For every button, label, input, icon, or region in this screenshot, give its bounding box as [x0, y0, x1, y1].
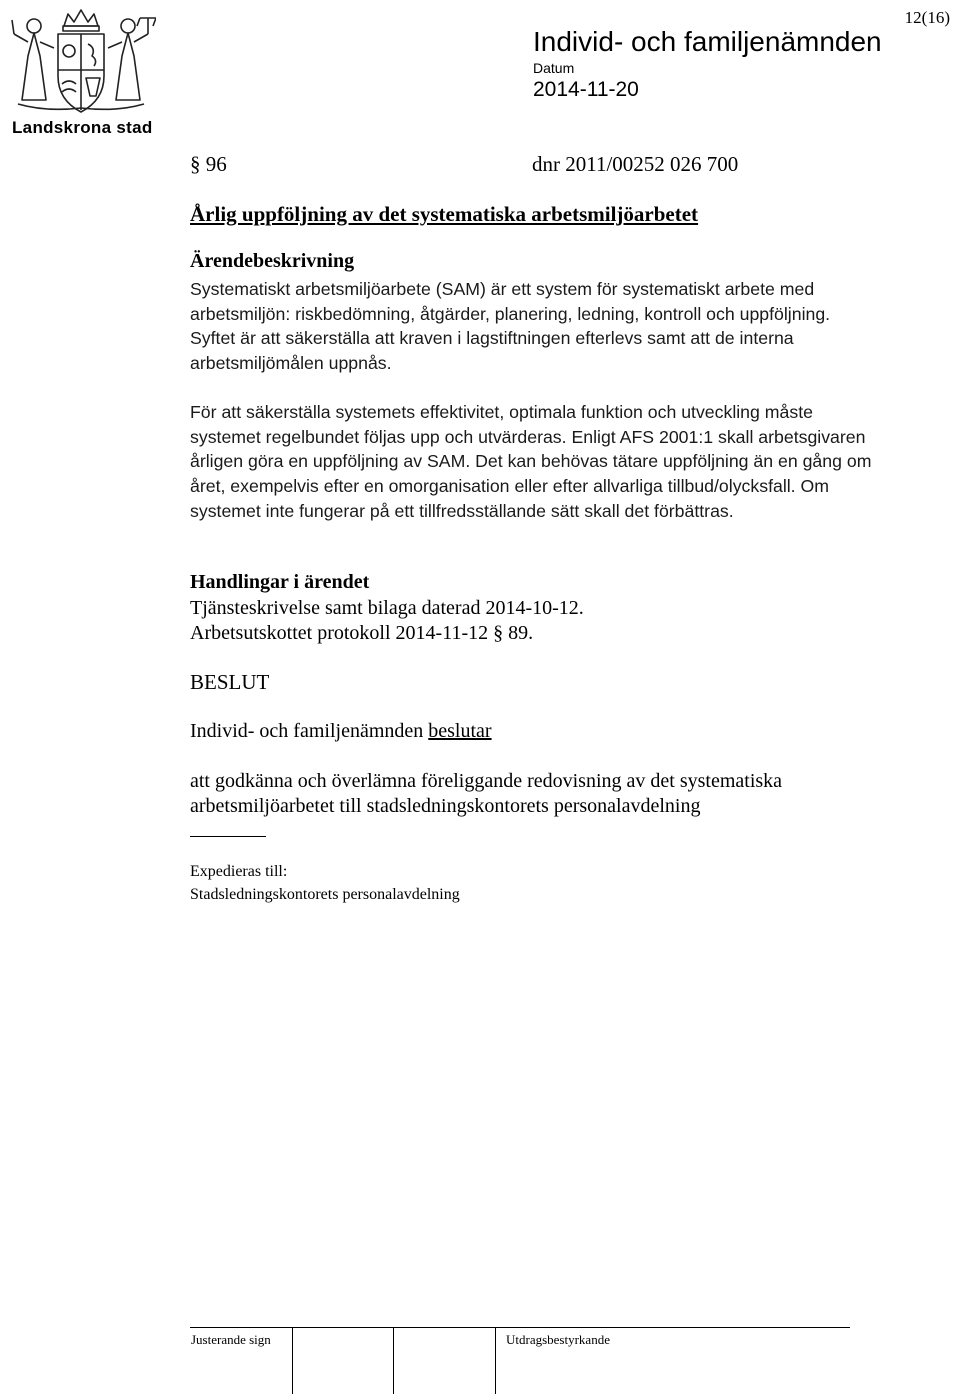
- decision-verb: beslutar: [428, 720, 492, 742]
- dispatch-label: Expedieras till:: [190, 863, 288, 880]
- date-value: 2014-11-20: [533, 78, 639, 101]
- committee-name: Individ- och familjenämnden: [533, 26, 882, 57]
- footer-divider: [292, 1328, 293, 1394]
- decision-body-prefix: Individ- och familjenämnden: [190, 720, 429, 742]
- separator-rule: [190, 836, 266, 837]
- document-line-1: Tjänsteskrivelse samt bilaga daterad 2014-10-12.: [190, 597, 584, 619]
- decision-text-line-1: att godkänna och överlämna föreliggande redovisning av det systematiska: [190, 770, 783, 792]
- decision-statement: [190, 720, 492, 743]
- paragraph-number: § 96: [190, 152, 227, 176]
- description-text-1: Systematiskt arbetsmiljöarbete (SAM) är ett system för systematiskt arbete med arbetsmiljön: riskbedömning, åtgärder, planering, ledning, kontroll och uppföljning. Syftet är att säkerställa att kraven i lagstiftningen efterlevs samt att de interna arbetsmiljömålen uppnås.: [190, 279, 831, 374]
- decision-heading: BESLUT: [190, 670, 270, 694]
- footer-rule: [190, 1327, 850, 1328]
- document-line-2: Arbetsutskottet protokoll 2014-11-12 § 89.: [190, 622, 534, 644]
- decision-text-line-2: arbetsmiljöarbetet till stadsledningskontorets personalavdelning: [190, 795, 701, 817]
- description-text-2: För att säkerställa systemets effektivitet, optimala funktion och utveckling måste systemet regelbundet följas upp och utvärderas. Enligt AFS 2001:1 skall arbetsgivaren årligen göra en uppföljning av SAM. Det kan behövas tätare uppföljning än en gång om året, exempelvis efter en omorganisation eller efter allvarliga tillbud/olycksfall. Om systemet inte fungerar på ett tillfredsställande sätt skall det förbättras.: [190, 402, 872, 521]
- dispatch-recipient: Stadsledningskontorets personalavdelning: [190, 886, 460, 903]
- diary-number: dnr 2011/00252 026 700: [532, 152, 739, 176]
- description-paragraph-1: [190, 277, 880, 376]
- description-heading: Ärendebeskrivning: [190, 250, 355, 272]
- coat-of-arms-icon: [6, 4, 156, 120]
- footer-divider: [393, 1328, 394, 1394]
- utdragsbestyrkande-label: Utdragsbestyrkande: [506, 1332, 610, 1347]
- date-label: Datum: [533, 60, 575, 76]
- page-number: 12(16): [904, 8, 950, 27]
- logo-wordmark: Landskrona stad: [12, 118, 153, 137]
- footer-divider: [495, 1328, 496, 1394]
- description-paragraph-2: [190, 400, 880, 524]
- documents-heading: Handlingar i ärendet: [190, 571, 370, 593]
- justerande-sign-label: Justerande sign: [191, 1332, 271, 1347]
- case-title: Årlig uppföljning av det systematiska arbetsmiljöarbetet: [190, 202, 699, 226]
